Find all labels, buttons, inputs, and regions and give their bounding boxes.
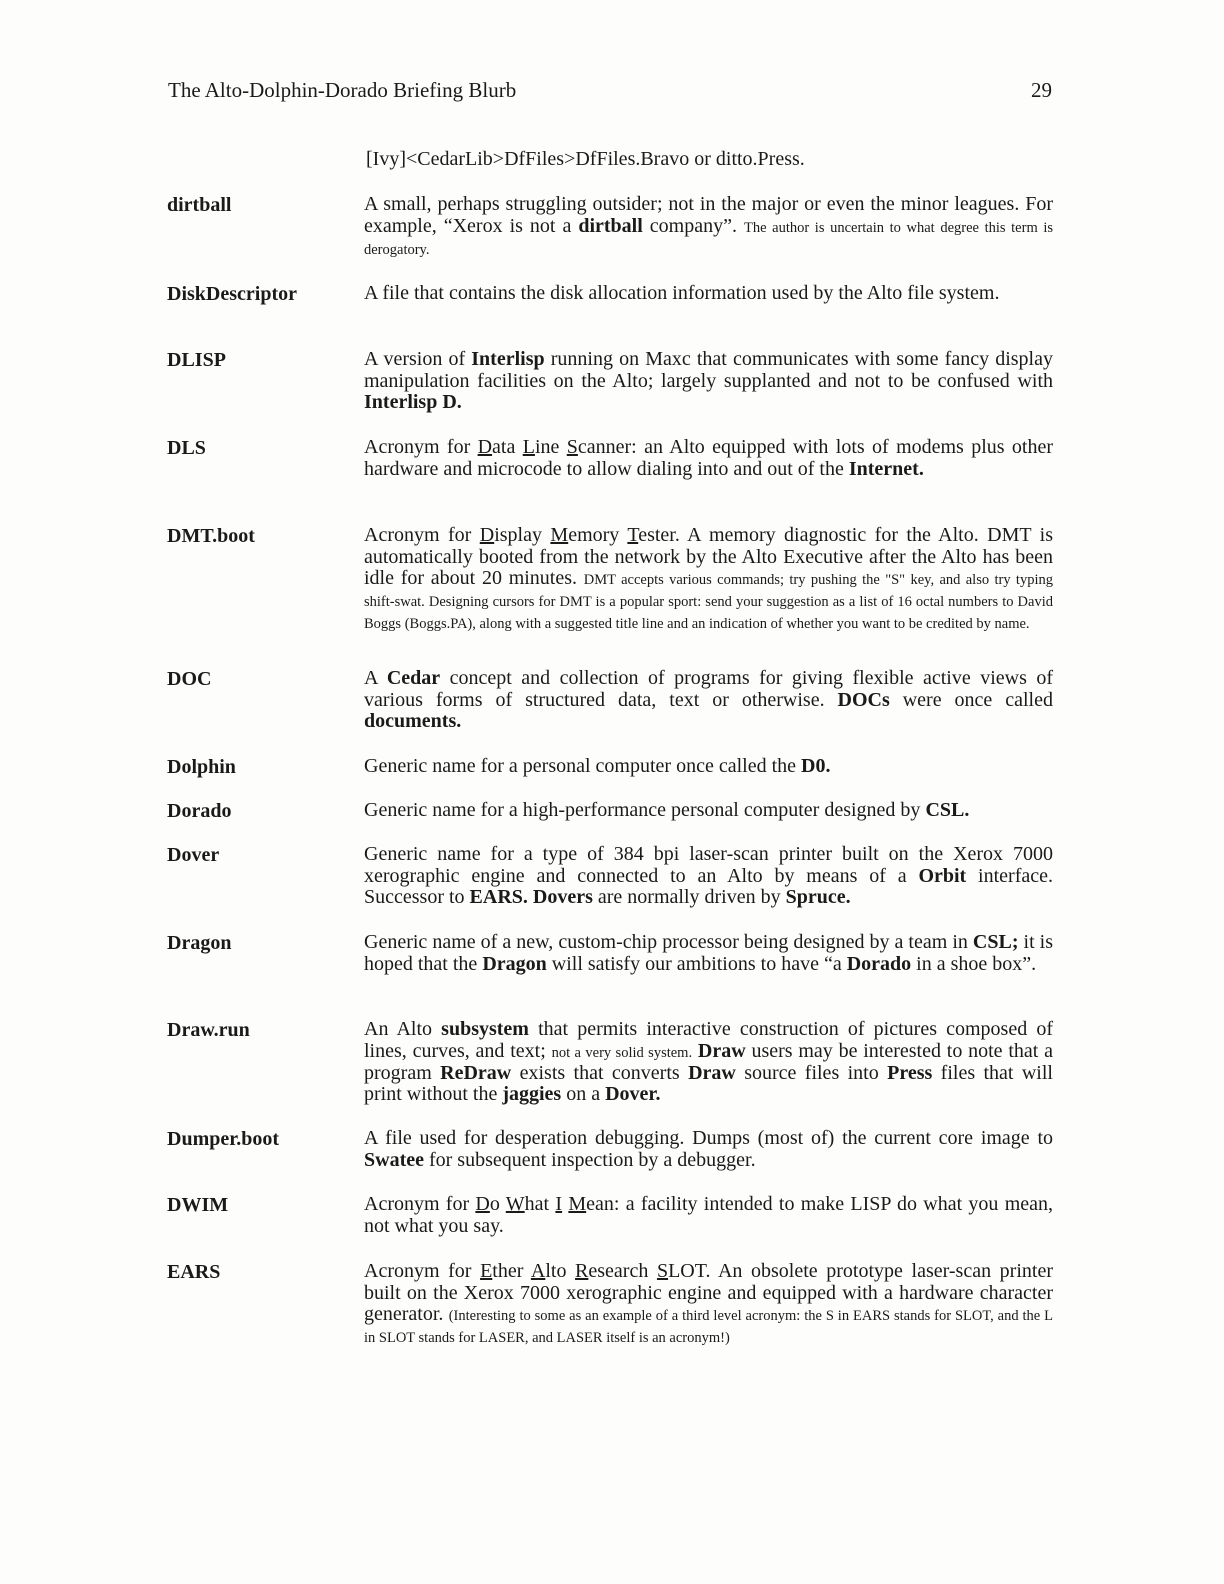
running-header-title: The Alto-Dolphin-Dorado Briefing Blurb — [168, 78, 517, 102]
term: EARS — [167, 1261, 221, 1283]
term: dirtball — [167, 194, 232, 216]
definition: An Alto subsystem that permits interactive construction of pictures composed of lines, curves, and text; not a very solid system. Draw users may be interested to note that a program ReDraw exists that converts Draw source files into Press files that will print without the jaggies on a Dover. — [364, 1018, 1054, 1106]
term: Dragon — [167, 932, 232, 954]
definition: Acronym for Ether Alto Research SLOT. An obsolete prototype laser-scan printer built on the Xerox 7000 xerographic engine and equipped with a hardware character generator. (Interesting to some as an example of a third level acronym: the S in EARS stands for SLOT, and the L in SLOT stands for LASER, and LASER itself is an acronym!) — [364, 1260, 1053, 1347]
definition: A version of Interlisp running on Maxc that communicates with some fancy display manipulation facilities on the Alto; largely supplanted and not to be confused with Interlisp D. — [364, 348, 1053, 414]
term: Draw.run — [167, 1019, 250, 1041]
term: DLISP — [167, 349, 226, 371]
definition: A file that contains the disk allocation information used by the Alto file system. — [364, 282, 1000, 304]
definition: Generic name for a personal computer once called the D0. — [364, 755, 831, 777]
definition: Acronym for Do What I Mean: a facility intended to make LISP do what you mean, not what you say. — [364, 1193, 1054, 1237]
definition: Generic name of a new, custom-chip processor being designed by a team in CSL; it is hoped that the Dragon will satisfy our ambitions to have “a Dorado in a shoe box”. — [364, 931, 1053, 975]
term: DLS — [167, 437, 206, 459]
term: Dorado — [167, 800, 232, 822]
term: DWIM — [167, 1194, 229, 1216]
definition: Acronym for Display Memory Tester. A memory diagnostic for the Alto. DMT is automatically booted from the network by the Alto Executive after the Alto has been idle for about 20 minutes. DMT accepts various commands; try pushing the "S" key, and also try typing shift-swat. Designing cursors for DMT is a popular sport: send your suggestion as a list of 16 octal numbers to David Boggs (Boggs.PA), along with a suggested title line and an indication of whether you want to be credited by name. — [364, 524, 1054, 633]
page-number: 29 — [1031, 78, 1052, 102]
term: DiskDescriptor — [167, 283, 297, 305]
term: Dover — [167, 844, 220, 866]
definition: Acronym for Data Line Scanner: an Alto equipped with lots of modems plus other hardware and microcode to allow dialing into and out of the Internet. — [364, 436, 1054, 480]
definition: Generic name for a high-performance personal computer designed by CSL. — [364, 799, 970, 821]
term: DOC — [167, 668, 212, 690]
definition: Generic name for a type of 384 bpi laser-scan printer built on the Xerox 7000 xerographic engine and connected to an Alto by means of a Orbit interface. Successor to EARS. Dovers are normally driven by Spruce. — [364, 843, 1053, 909]
term: Dumper.boot — [167, 1128, 280, 1150]
definition: A file used for desperation debugging. Dumps (most of) the current core image to Swatee for subsequent inspection by a debugger. — [364, 1127, 1053, 1171]
term: Dolphin — [167, 756, 236, 778]
continuation-line: [Ivy]<CedarLib>DfFiles>DfFiles.Bravo or ditto.Press. — [366, 148, 805, 170]
definition: A small, perhaps struggling outsider; not in the major or even the minor leagues. For example, “Xerox is not a dirtball company”. The author is uncertain to what degree this term is derogatory. — [364, 193, 1054, 258]
definition: A Cedar concept and collection of programs for giving flexible active views of various forms of structured data, text or otherwise. DOCs were once called documents. — [364, 667, 1053, 733]
term: DMT.boot — [167, 525, 255, 547]
